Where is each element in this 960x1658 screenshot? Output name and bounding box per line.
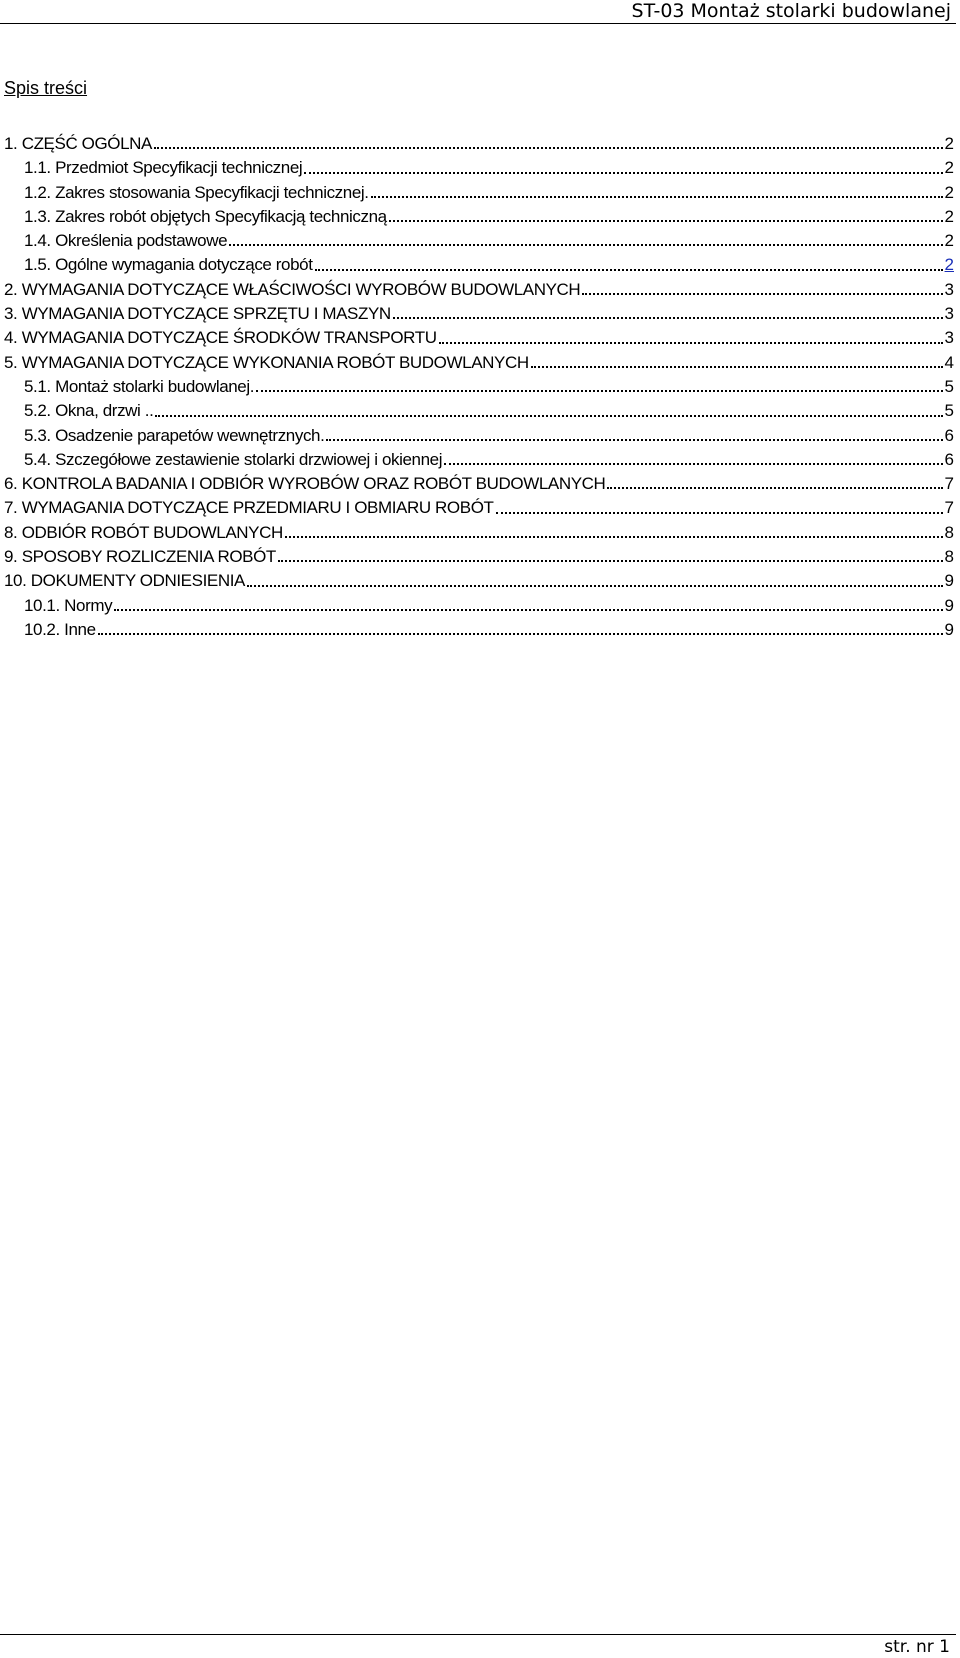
toc-entry-page[interactable]: 9 (944, 571, 954, 591)
toc-entry[interactable] (0, 448, 960, 472)
toc-entry-page[interactable]: 9 (944, 619, 954, 639)
toc-dot-leader (247, 584, 943, 587)
toc-dot-leader (98, 632, 943, 635)
toc-dot-leader (155, 414, 943, 417)
toc-dot-leader (256, 389, 943, 392)
toc-entry-title: 10.1. Normy (24, 595, 113, 615)
toc-dot-leader (285, 535, 943, 538)
toc-entry[interactable] (0, 253, 960, 277)
toc-entry[interactable] (0, 278, 960, 302)
toc-entry-page[interactable]: 2 (944, 134, 954, 153)
toc-dot-leader (114, 608, 943, 611)
toc-entry-page[interactable]: 7 (944, 498, 954, 518)
toc-entry-title: 1.5. Ogólne wymagania dotyczące robót (24, 255, 313, 275)
toc-dot-leader (393, 316, 943, 319)
toc-entry-title: 9. SPOSOBY ROZLICZENIA ROBÓT (4, 547, 276, 567)
toc-entry-page[interactable]: 8 (944, 522, 954, 542)
toc-entry-title: 1.1. Przedmiot Specyfikacji technicznej (24, 158, 303, 178)
toc-entry-page[interactable]: 5 (944, 376, 954, 396)
toc-entry[interactable] (0, 472, 960, 496)
toc-entry[interactable] (0, 545, 960, 569)
toc-entry-page[interactable]: 2 (944, 231, 954, 251)
toc-dot-leader (444, 462, 943, 465)
toc-entry-title: 10. DOKUMENTY ODNIESIENIA (4, 571, 245, 591)
page-number: str. nr 1 (884, 1637, 950, 1657)
toc-entry-title: 3. WYMAGANIA DOTYCZĄCE SPRZĘTU I MASZYN (4, 304, 391, 324)
toc-entry-title: 2. WYMAGANIA DOTYCZĄCE WŁAŚCIWOŚCI WYROBÓW BUDOWLANYCH (4, 279, 581, 299)
toc-entry-title: 7. WYMAGANIA DOTYCZĄCE PRZEDMIARU I OBMIARU ROBÓT (4, 498, 494, 518)
toc-entry-title: 5.4. Szczegółowe zestawienie stolarki drzwiowej i okiennej (24, 449, 443, 469)
toc-entry[interactable] (0, 351, 960, 375)
toc-entry-page[interactable]: 2 (944, 158, 954, 178)
toc-entry-page[interactable]: 3 (944, 304, 954, 324)
toc-entry-page[interactable]: 3 (944, 279, 954, 299)
toc-entry-title: 1.4. Określenia podstawowe (24, 231, 228, 251)
toc-entry-page[interactable]: 9 (944, 595, 954, 615)
page-footer (0, 1634, 956, 1658)
toc-entry-page[interactable]: 2 (944, 182, 954, 202)
toc-entry[interactable] (0, 181, 960, 205)
toc-entry-title: 5.3. Osadzenie parapetów wewnętrznych. (24, 425, 325, 445)
toc-entry-title: 1.2. Zakres stosowania Specyfikacji technicznej. (24, 182, 369, 202)
toc-entry-title: 10.2. Inne (24, 619, 96, 639)
toc-dot-leader (304, 171, 943, 174)
toc-dot-leader (315, 268, 943, 271)
toc-entry-title: 5. WYMAGANIA DOTYCZĄCE WYKONANIA ROBÓT BUDOWLANYCH (4, 352, 529, 372)
toc-entry[interactable] (0, 424, 960, 448)
toc-entry-page[interactable]: 7 (944, 474, 954, 494)
toc-entry-title: 1.3. Zakres robót objętych Specyfikacją techniczną (24, 206, 387, 226)
toc-entry-page[interactable]: 6 (944, 449, 954, 469)
toc-entry[interactable] (0, 205, 960, 229)
toc-dot-leader (496, 511, 943, 514)
toc-entry[interactable] (0, 229, 960, 253)
toc-entry[interactable] (0, 521, 960, 545)
toc-dot-leader (278, 559, 943, 562)
toc-dot-leader (531, 365, 943, 368)
toc-entry-title: 1. CZĘŚĆ OGÓLNA (4, 134, 152, 153)
toc-entry[interactable] (0, 569, 960, 593)
toc-entry-title: 4. WYMAGANIA DOTYCZĄCE ŚRODKÓW TRANSPORTU (4, 328, 437, 348)
toc-dot-leader (389, 219, 943, 222)
toc-entry-title: 6. KONTROLA BADANIA I ODBIÓR WYROBÓW ORAZ ROBÓT BUDOWLANYCH (4, 474, 606, 494)
toc-entry[interactable] (0, 594, 960, 618)
toc-entry-page[interactable]: 2 (944, 255, 954, 275)
toc-entry-page[interactable]: 2 (944, 206, 954, 226)
toc-dot-leader (229, 243, 943, 246)
toc-entry[interactable] (0, 326, 960, 350)
toc-entry[interactable] (0, 375, 960, 399)
toc-entry[interactable] (0, 156, 960, 180)
toc-dot-leader (326, 438, 943, 441)
toc-entry-page[interactable]: 3 (944, 328, 954, 348)
toc-dot-leader (371, 195, 943, 198)
toc-entry-page[interactable]: 4 (944, 352, 954, 372)
toc-entry-title: 8. ODBIÓR ROBÓT BUDOWLANYCH (4, 522, 283, 542)
toc-entry[interactable] (0, 132, 960, 156)
toc-entry[interactable] (0, 496, 960, 520)
toc-dot-leader (154, 146, 943, 149)
toc-entry[interactable] (0, 399, 960, 423)
table-of-contents (0, 132, 960, 642)
toc-entry[interactable] (0, 618, 960, 642)
toc-entry-page[interactable]: 6 (944, 425, 954, 445)
toc-entry[interactable] (0, 302, 960, 326)
page-header (0, 0, 956, 24)
toc-entry-title: 5.1. Montaż stolarki budowlanej. (24, 376, 255, 396)
toc-entry-title: 5.2. Okna, drzwi .. (24, 401, 154, 421)
toc-dot-leader (439, 341, 943, 344)
toc-heading[interactable]: Spis treści (4, 78, 88, 98)
toc-dot-leader (607, 486, 943, 489)
toc-dot-leader (582, 292, 943, 295)
toc-entry-page[interactable]: 5 (944, 401, 954, 421)
document-title: ST-03 Montaż stolarki budowlanej (631, 0, 951, 22)
toc-entry-page[interactable]: 8 (944, 547, 954, 567)
